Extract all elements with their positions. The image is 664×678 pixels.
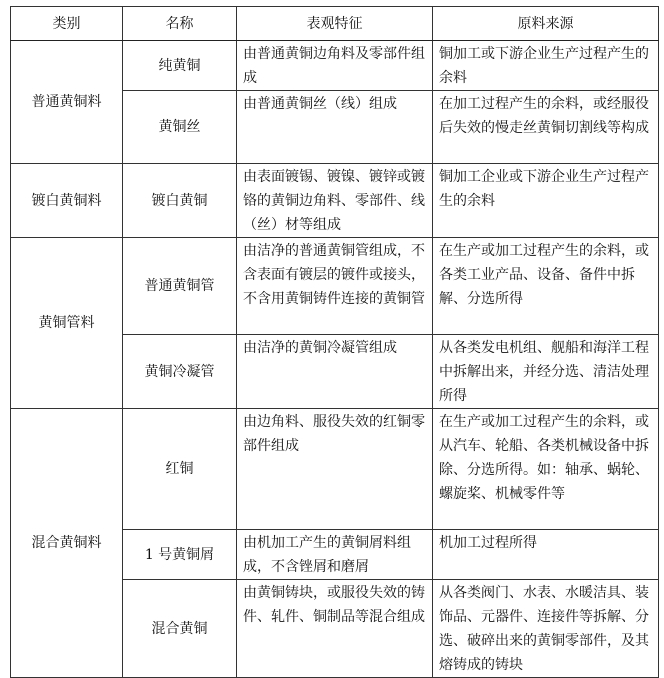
category-cell: 普通黄铜料 xyxy=(11,41,123,164)
table-row xyxy=(11,164,659,238)
category-cell: 镀白黄铜料 xyxy=(11,164,123,238)
feature-cell: 由边角料、服役失效的红铜零部件组成 xyxy=(237,409,433,530)
source-cell: 铜加工企业或下游企业生产过程产生的余料 xyxy=(433,164,659,238)
name-cell: 纯黄铜 xyxy=(123,41,237,91)
header-category: 类别 xyxy=(11,7,123,41)
feature-cell: 由洁净的普通黄铜管组成，不含表面有镀层的镀件或接头，不含用黄铜铸件连接的黄铜管 xyxy=(237,238,433,335)
category-cell: 黄铜管料 xyxy=(11,238,123,409)
brass-classification-table xyxy=(10,6,659,678)
feature-cell: 由普通黄铜边角料及零部件组成 xyxy=(237,41,433,91)
category-cell: 混合黄铜料 xyxy=(11,409,123,678)
header-source: 原料来源 xyxy=(433,7,659,41)
source-cell: 在加工过程产生的余料，或经服役后失效的慢走丝黄铜切割线等构成 xyxy=(433,91,659,164)
source-cell: 机加工过程所得 xyxy=(433,530,659,580)
name-cell: 1 号黄铜屑 xyxy=(123,530,237,580)
table-row xyxy=(11,238,659,335)
header-name: 名称 xyxy=(123,7,237,41)
name-cell: 混合黄铜 xyxy=(123,580,237,678)
feature-cell: 由洁净的黄铜冷凝管组成 xyxy=(237,335,433,409)
name-cell: 镀白黄铜 xyxy=(123,164,237,238)
name-cell: 红铜 xyxy=(123,409,237,530)
source-cell: 铜加工或下游企业生产过程产生的余料 xyxy=(433,41,659,91)
name-cell: 普通黄铜管 xyxy=(123,238,237,335)
source-cell: 从各类阀门、水表、水暖洁具、装饰品、元器件、连接件等拆解、分选、破碎出来的黄铜零部件，及其熔铸成的铸块 xyxy=(433,580,659,678)
header-feature: 表观特征 xyxy=(237,7,433,41)
feature-cell: 由表面镀锡、镀镍、镀锌或镀铬的黄铜边角料、零部件、线（丝）材等组成 xyxy=(237,164,433,238)
feature-cell: 由普通黄铜丝（线）组成 xyxy=(237,91,433,164)
header-row xyxy=(11,7,659,41)
source-cell: 在生产或加工过程产生的余料，或各类工业产品、设备、备件中拆解、分选所得 xyxy=(433,238,659,335)
name-cell: 黄铜冷凝管 xyxy=(123,335,237,409)
feature-cell: 由机加工产生的黄铜屑料组成，不含锉屑和磨屑 xyxy=(237,530,433,580)
name-cell: 黄铜丝 xyxy=(123,91,237,164)
table-row xyxy=(11,409,659,530)
table-row xyxy=(11,41,659,91)
source-cell: 在生产或加工过程产生的余料，或从汽车、轮船、各类机械设备中拆除、分选所得。如：轴承、蜗轮、螺旋桨、机械零件等 xyxy=(433,409,659,530)
feature-cell: 由黄铜铸块，或服役失效的铸件、轧件、铜制品等混合组成 xyxy=(237,580,433,678)
source-cell: 从各类发电机组、舰船和海洋工程中拆解出来，并经分选、清洁处理所得 xyxy=(433,335,659,409)
